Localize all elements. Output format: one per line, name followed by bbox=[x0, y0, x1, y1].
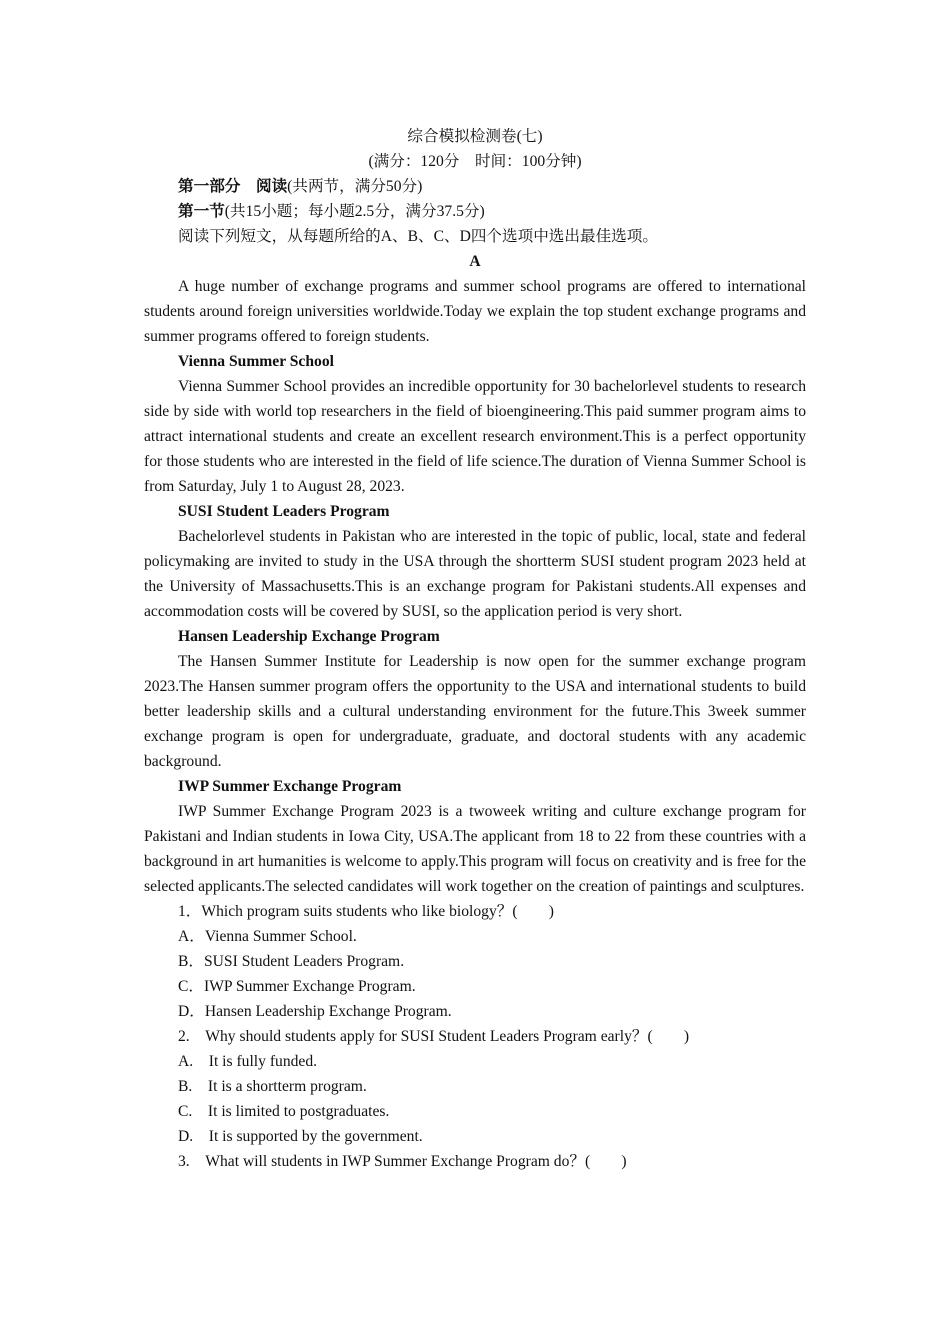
question-3: 3. What will students in IWP Summer Exchange Program do？( ) bbox=[178, 1153, 627, 1170]
program-heading-susi: SUSI Student Leaders Program bbox=[178, 503, 390, 520]
question-2-option-c: C. It is limited to postgraduates. bbox=[178, 1103, 390, 1120]
instruction: 阅读下列短文，从每题所给的A、B、C、D四个选项中选出最佳选项。 bbox=[178, 228, 658, 245]
question-2-option-a: A. It is fully funded. bbox=[178, 1053, 318, 1070]
question-2-option-d: D. It is supported by the government. bbox=[178, 1128, 423, 1145]
page-content bbox=[144, 124, 806, 1174]
section-detail: (共15小题；每小题2.5分，满分37.5分) bbox=[224, 203, 485, 220]
program-text-vienna: Vienna Summer School provides an incredible opportunity for 30 bachelorlevel students to research side by side with world top researchers in the field of bioengineering.This paid summer program aims to attract international students and create an excellent research environment.This is a perfect opportunity for those students who are interested in the field of life science.The duration of Vienna Summer School is from Saturday, July 1 to August 28, 2023. bbox=[144, 378, 806, 495]
part-detail: (共两节，满分50分) bbox=[287, 178, 423, 195]
question-1: 1．Which program suits students who like biology？( ) bbox=[178, 903, 554, 920]
program-text-hansen: The Hansen Summer Institute for Leadership is now open for the summer exchange program 2023.The Hansen summer program offers the opportunity to the USA and international students to build better leadership skills and a cultural understanding environment for the future.This 3week summer exchange program is open for undergraduate, graduate, and doctoral students with any academic background. bbox=[144, 653, 806, 770]
part-heading bbox=[144, 174, 806, 199]
question-1-option-a: A．Vienna Summer School. bbox=[178, 928, 357, 945]
passage-intro: A huge number of exchange programs and summer school programs are offered to international students around foreign universities worldwide.Today we explain the top student exchange programs and summer programs offered to foreign students. bbox=[144, 278, 806, 345]
passage-label: A bbox=[469, 253, 481, 270]
program-heading-vienna: Vienna Summer School bbox=[178, 353, 334, 370]
question-2: 2. Why should students apply for SUSI Student Leaders Program early？( ) bbox=[178, 1028, 690, 1045]
question-1-option-b: B．SUSI Student Leaders Program. bbox=[178, 953, 405, 970]
question-1-option-c: C．IWP Summer Exchange Program. bbox=[178, 978, 416, 995]
exam-title: 综合模拟检测卷(七) bbox=[407, 128, 543, 145]
section-label: 第一节 bbox=[178, 203, 225, 220]
program-text-iwp: IWP Summer Exchange Program 2023 is a twoweek writing and culture exchange program for Pakistani and Indian students in Iowa City, USA.The applicant from 18 to 22 from these countries with a background in art humanities is welcome to apply.This program will focus on creativity and is free for the selected applicants.The selected candidates will work together on the creation of paintings and sculptures. bbox=[144, 803, 806, 895]
part-label: 第一部分 阅读 bbox=[178, 178, 288, 195]
section-heading bbox=[144, 199, 806, 224]
program-heading-iwp: IWP Summer Exchange Program bbox=[178, 778, 402, 795]
question-2-option-b: B. It is a shortterm program. bbox=[178, 1078, 367, 1095]
program-heading-hansen: Hansen Leadership Exchange Program bbox=[178, 628, 440, 645]
exam-subtitle: (满分：120分 时间：100分钟) bbox=[368, 153, 582, 170]
question-1-option-d: D．Hansen Leadership Exchange Program. bbox=[178, 1003, 452, 1020]
program-text-susi: Bachelorlevel students in Pakistan who are interested in the topic of public, local, state and federal policymaking are invited to study in the USA through the shortterm SUSI student program 2023 held at the University of Massachusetts.This is an exchange program for Pakistani students.All expenses and accommodation costs will be covered by SUSI, so the application period is very short. bbox=[144, 528, 806, 620]
